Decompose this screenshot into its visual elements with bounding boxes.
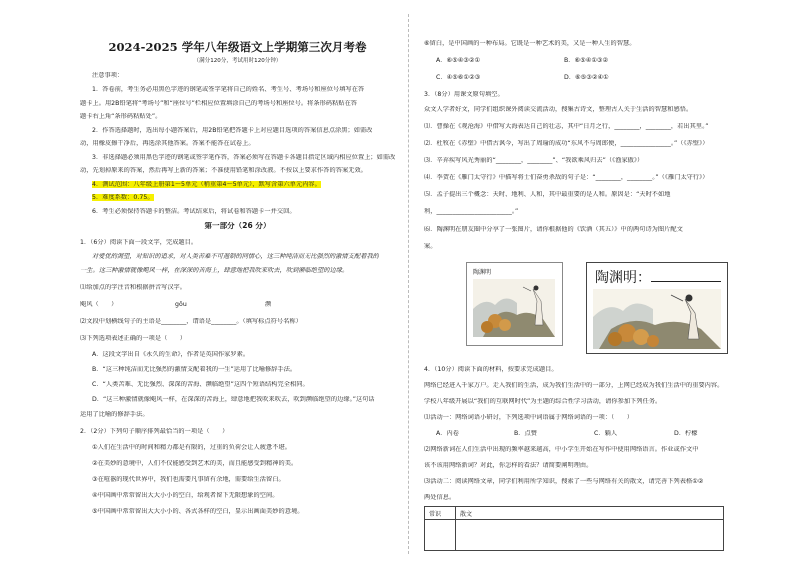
q1-pinyin-2: 濒 — [265, 301, 272, 308]
q2-item: ②在美妙的意境中，人们不仅能感受到艺术的美，而且能感受到精神的美。 — [92, 460, 298, 467]
post-author-label: 陶渊明 — [473, 269, 492, 276]
landscape-painting-large — [593, 289, 721, 349]
q4-option: D．柠檬 — [674, 430, 698, 437]
q3-stem: 3．（8分）用课文原句填空。 — [424, 91, 504, 98]
caption-label — [595, 267, 721, 287]
q1-option: A．这段文字出自《永久的生命》，作者是英国作家罗素。 — [92, 351, 250, 358]
q3-line: ⑷．李贺在《雁门太守行》中描写将士们奋勇杀敌的句子是：“________，________。”（《雁门太守行》） — [424, 174, 709, 181]
q4-option: B．点赞 — [514, 430, 538, 437]
q1-option-cont: 运用了比喻的修辞手法。 — [80, 411, 149, 418]
notes-highlight-range — [80, 181, 321, 189]
q2-option: C．④⑤⑥①②③ — [436, 74, 481, 81]
q1-option: C．“人类苦难、无比强烈、深深的苦海、濒临绝望”这四个短语结构完全相同。 — [92, 381, 309, 388]
notes-line: 1．答卷前，考生务必用黑色字迹的钢笔或签字笔将自己的姓名、考生号、考场号和座位号填写在答 — [92, 86, 365, 93]
q4-sub2: 该不该用网络新词？对此，你怎样的看法？请简要阐明理由。 — [424, 462, 593, 469]
caption-answer-image — [586, 262, 728, 354]
q2-option: D．⑥⑤③②④① — [564, 74, 609, 81]
q4-line: 网络已经进入千家万户。走入我们的生活，成为我们生活中的一部分，上网已经成为我们生活中的重要内容。 — [424, 382, 724, 389]
q3-line: 案。 — [424, 243, 437, 250]
q4-option: A．内卷 — [436, 430, 459, 437]
q2-item: ④中国画中常常留出大大小小的空白，给观者留下无限想象的空间。 — [92, 492, 279, 499]
q4-sub1: ⑴活动一：网络词语小研讨，下列选项中词语属于网络词语的一项：（ ） — [424, 414, 633, 421]
q3-line: ⑴．曹操在《观沧海》中借写大海表达自己的壮志，其中“日月之行，________，________，若出其里。” — [424, 123, 709, 130]
notes-highlight-difficulty — [80, 194, 154, 202]
phone-post-image — [466, 262, 563, 346]
notes-line: 题卡右上角“条形码粘贴处”。 — [80, 113, 162, 120]
left-column — [80, 0, 395, 562]
q1-sub2: ⑵文段中划横线句子的主语是________，谓语是________。（填写标点符号名称） — [80, 318, 302, 325]
table-row — [425, 507, 724, 520]
q2-item: ⑤中国画中常常留出大大小小的、各式各样的空白，显示出画面美妙的意境。 — [92, 508, 304, 515]
q1-stem: 1．（6分）阅读下面一段文字，完成题目。 — [80, 239, 198, 246]
notes-line: 题卡上。用2B铅笔将“考场号”和“座位号”栏相应位置填涂自己的考场号和座位号。将条形码粘贴在答 — [80, 100, 358, 107]
right-column — [424, 0, 734, 562]
q1-pinyin-1: gǒu — [175, 301, 187, 308]
landscape-painting-small — [473, 279, 555, 337]
notes-line: 6．考生必须保持答题卡的整洁。考试结束后，将试卷和答题卡一并交回。 — [92, 208, 296, 215]
notes-heading: 注意事项： — [92, 72, 124, 79]
q2-item: ①人们在生活中的时间和精力都是有限的，过重的负荷会让人疲惫不堪。 — [92, 444, 291, 451]
q2-option: A．⑥⑤④③②① — [436, 57, 481, 64]
q1-option: B．“这三种纯洁而无比强烈的激情支配着我的一生”运用了比喻修辞手法。 — [92, 366, 297, 373]
notes-line: 动，先划掉原来的答案，然后再写上新的答案；不准使用铅笔和涂改液。不按以上要求作答的答案无效。 — [80, 167, 367, 174]
q4-sub3: 两处信息。 — [424, 494, 456, 501]
q3-line: 利，________________________。” — [424, 208, 519, 215]
notes-line: 2．作答选择题时，选出每小题答案后，用2B铅笔把答题卡上对应题目选项的答案信息点涂黑；如需改 — [92, 127, 373, 134]
table-row — [425, 520, 724, 551]
table-cell: 散文 — [456, 507, 724, 520]
notes-line: 3．非选择题必须用黑色字迹的钢笔或签字笔作答，答案必须写在答题卡各题目指定区域内相应位置上；如需改 — [92, 154, 396, 161]
column-divider — [408, 14, 409, 554]
highlight-text: 5．难度系数：0.75。 — [92, 194, 154, 201]
notes-line: 动，用橡皮擦干净后，再选涂其他答案。答案不能答在试卷上。 — [80, 140, 255, 147]
q1-passage: 对爱优的渴望，对知识的追求，对人类苦难不可遏制的同情心，这三种纯洁而无比强烈的激情支配着我的 — [92, 253, 379, 260]
q1-option: D．“这三种激情就像飓风一样，在深深的苦海上，肆意地把我吹来吹去，吹到濒临绝望的边缘。”这句话 — [92, 396, 375, 403]
q4-line: 学校八年级开展以“我们的互联网时代”为主题的综合性学习活动，请你参加下列任务。 — [424, 398, 662, 405]
exam-title: 2024-2025 学年八年级语文上学期第三次月考卷 — [108, 40, 367, 54]
q2-item: ③在喧嚣的现代世界中，我们也需要凡事留有余地，需要给生活留白。 — [92, 476, 285, 483]
q1-pinyin-0: 飓风（ ） — [80, 301, 118, 308]
table-cell — [425, 520, 456, 551]
q1-sub1: ⑴给加点的字注音和根据拼音写汉字。 — [80, 284, 187, 291]
exam-subtitle: （满分120分，考试用时120分钟） — [193, 58, 282, 64]
q3-line: ⑹．陶渊明在朋友圈中分享了一张图片，请你根据他的《饮酒（其五）》中的两句诗为图片配文 — [424, 226, 683, 233]
q4-option: C．躺人 — [594, 430, 618, 437]
caption-label-text: 陶渊明： — [595, 270, 651, 286]
q4-stem: 4．（10分）阅读下面的材料，按要求完成题目。 — [424, 366, 558, 373]
q2-item6: ⑥留白，是中国画的一种布局。它既是一种艺术的美，又是一种人生的智慧。 — [424, 40, 636, 47]
knowledge-table — [424, 506, 724, 551]
q3-line: ⑶．辛弃疾写风光秀丽的“________，________”、“我欲乘风归去”（《渔家傲》） — [424, 157, 644, 164]
table-cell[interactable] — [456, 520, 724, 551]
caption-blank[interactable] — [651, 271, 721, 282]
q3-line: ⑵．杜牧在《赤壁》中借古讽今，写出了周瑜的成功“东风不与周郎便，________________。”（《赤壁》） — [424, 140, 709, 147]
q3-intro: 众文人学者好文，同学们组织课外阅读交流活动，搜集古诗文，整理古人关于生活的智慧和感悟。 — [424, 106, 693, 113]
part1-heading: 第一部分（26 分） — [204, 222, 271, 230]
q3-line: ⑸．孟子提出三个概念：天时、地利、人和，其中最重要的是人和。原因是：“天时不如地 — [424, 191, 671, 198]
q2-stem: 2．（2分）下列句子顺序排列最恰当的一项是（ ） — [80, 428, 229, 435]
q4-sub2: ⑵网络新词在人们生活中出现的频率越来越高，中小学生开始在写作中使用网络语言。作业或作文中 — [424, 446, 699, 453]
highlight-text: 4．测试范围：八年级上册第1～5单元（稍重第4～5单元），默写含第六单元内容。 — [92, 181, 321, 188]
q4-sub3: ⑶活动二：阅读网络文章，同学们利用所学知识，搜索了一些与网络有关的散文，请完善下列表格①② — [424, 478, 704, 485]
q2-option: B．⑥⑤④①③② — [564, 57, 609, 64]
table-cell-header: 常识 — [425, 507, 456, 520]
q1-sub3: ⑶下列选项表述正确的一项是（ ） — [80, 335, 187, 342]
q1-passage: 一生。这三种激情就像飓风一样，在深深的苦海上，肆意地把我吹来吹去，吹到濒临绝望的边缘。 — [80, 267, 349, 274]
